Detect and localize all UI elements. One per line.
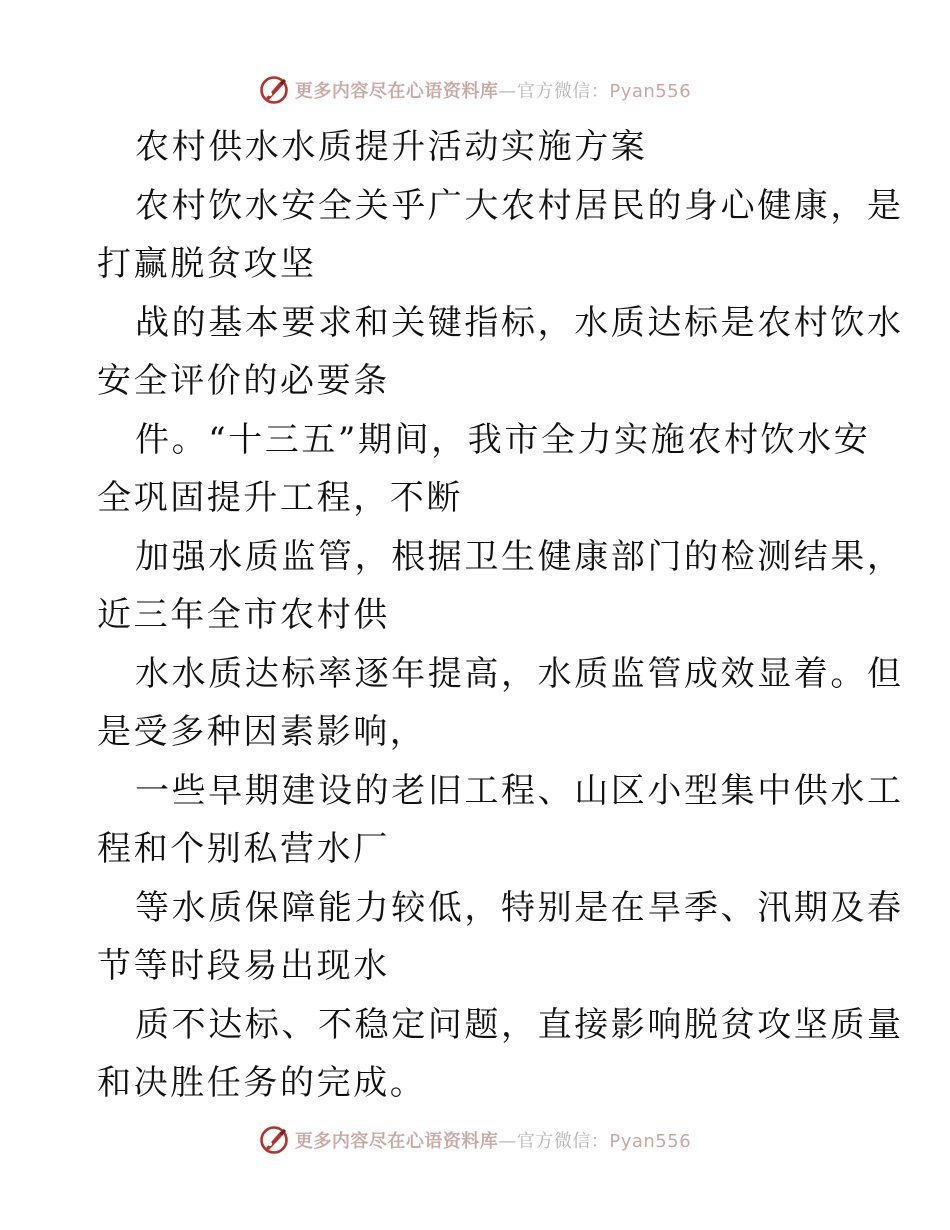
paragraph-line: 安全评价的必要条: [97, 361, 390, 401]
paragraph-line: 全巩固提升工程，不断: [97, 478, 463, 518]
header-banner: [0, 70, 950, 110]
paragraph-line: 节等时段易出现水: [97, 946, 390, 986]
header-banner-separator: —: [498, 81, 517, 102]
footer-banner-separator: —: [498, 1131, 517, 1152]
header-banner-text: [295, 77, 691, 103]
header-banner-official: 官方微信：: [516, 81, 610, 102]
paragraph-line: 件。“十三五”期间，我市全力实施农村饮水安: [135, 419, 871, 460]
footer-banner: [0, 1120, 950, 1160]
header-banner-wechat-id: Pyan556: [609, 81, 692, 102]
paragraph-line: 农村饮水安全关乎广大农村居民的身心健康，是: [135, 185, 904, 226]
paragraph-line: 加强水质监管，根据卫生健康部门的检测结果，: [135, 536, 904, 577]
paragraph-line: 近三年全市农村供: [97, 595, 390, 635]
header-banner-main: 更多内容尽在心语资料库: [294, 81, 499, 102]
logo-icon: [259, 1125, 289, 1155]
footer-banner-official: 官方微信：: [516, 1131, 610, 1152]
paragraph-line: 一些早期建设的老旧工程、山区小型集中供水工: [135, 770, 904, 811]
paragraph-line: 水水质达标率逐年提高，水质监管成效显着。但: [135, 653, 904, 694]
paragraph-line: 和决胜任务的完成。: [97, 1063, 427, 1103]
logo-icon: [259, 75, 289, 105]
footer-banner-wechat-id: Pyan556: [609, 1131, 692, 1152]
footer-banner-text: [295, 1127, 691, 1153]
paragraph-line: 打赢脱贫攻坚: [97, 244, 317, 284]
document-body: [97, 118, 904, 1113]
paragraph-line: 等水质保障能力较低，特别是在旱季、汛期及春: [135, 887, 904, 928]
document-title: 农村供水水质提升活动实施方案: [135, 127, 648, 167]
paragraph-line: 质不达标、不稳定问题，直接影响脱贫攻坚质量: [135, 1004, 904, 1045]
footer-banner-main: 更多内容尽在心语资料库: [294, 1131, 499, 1152]
paragraph-line: 战的基本要求和关键指标，水质达标是农村饮水: [135, 302, 904, 343]
paragraph-line: 程和个别私营水厂: [97, 829, 390, 869]
paragraph-line: 是受多种因素影响，: [97, 712, 427, 752]
